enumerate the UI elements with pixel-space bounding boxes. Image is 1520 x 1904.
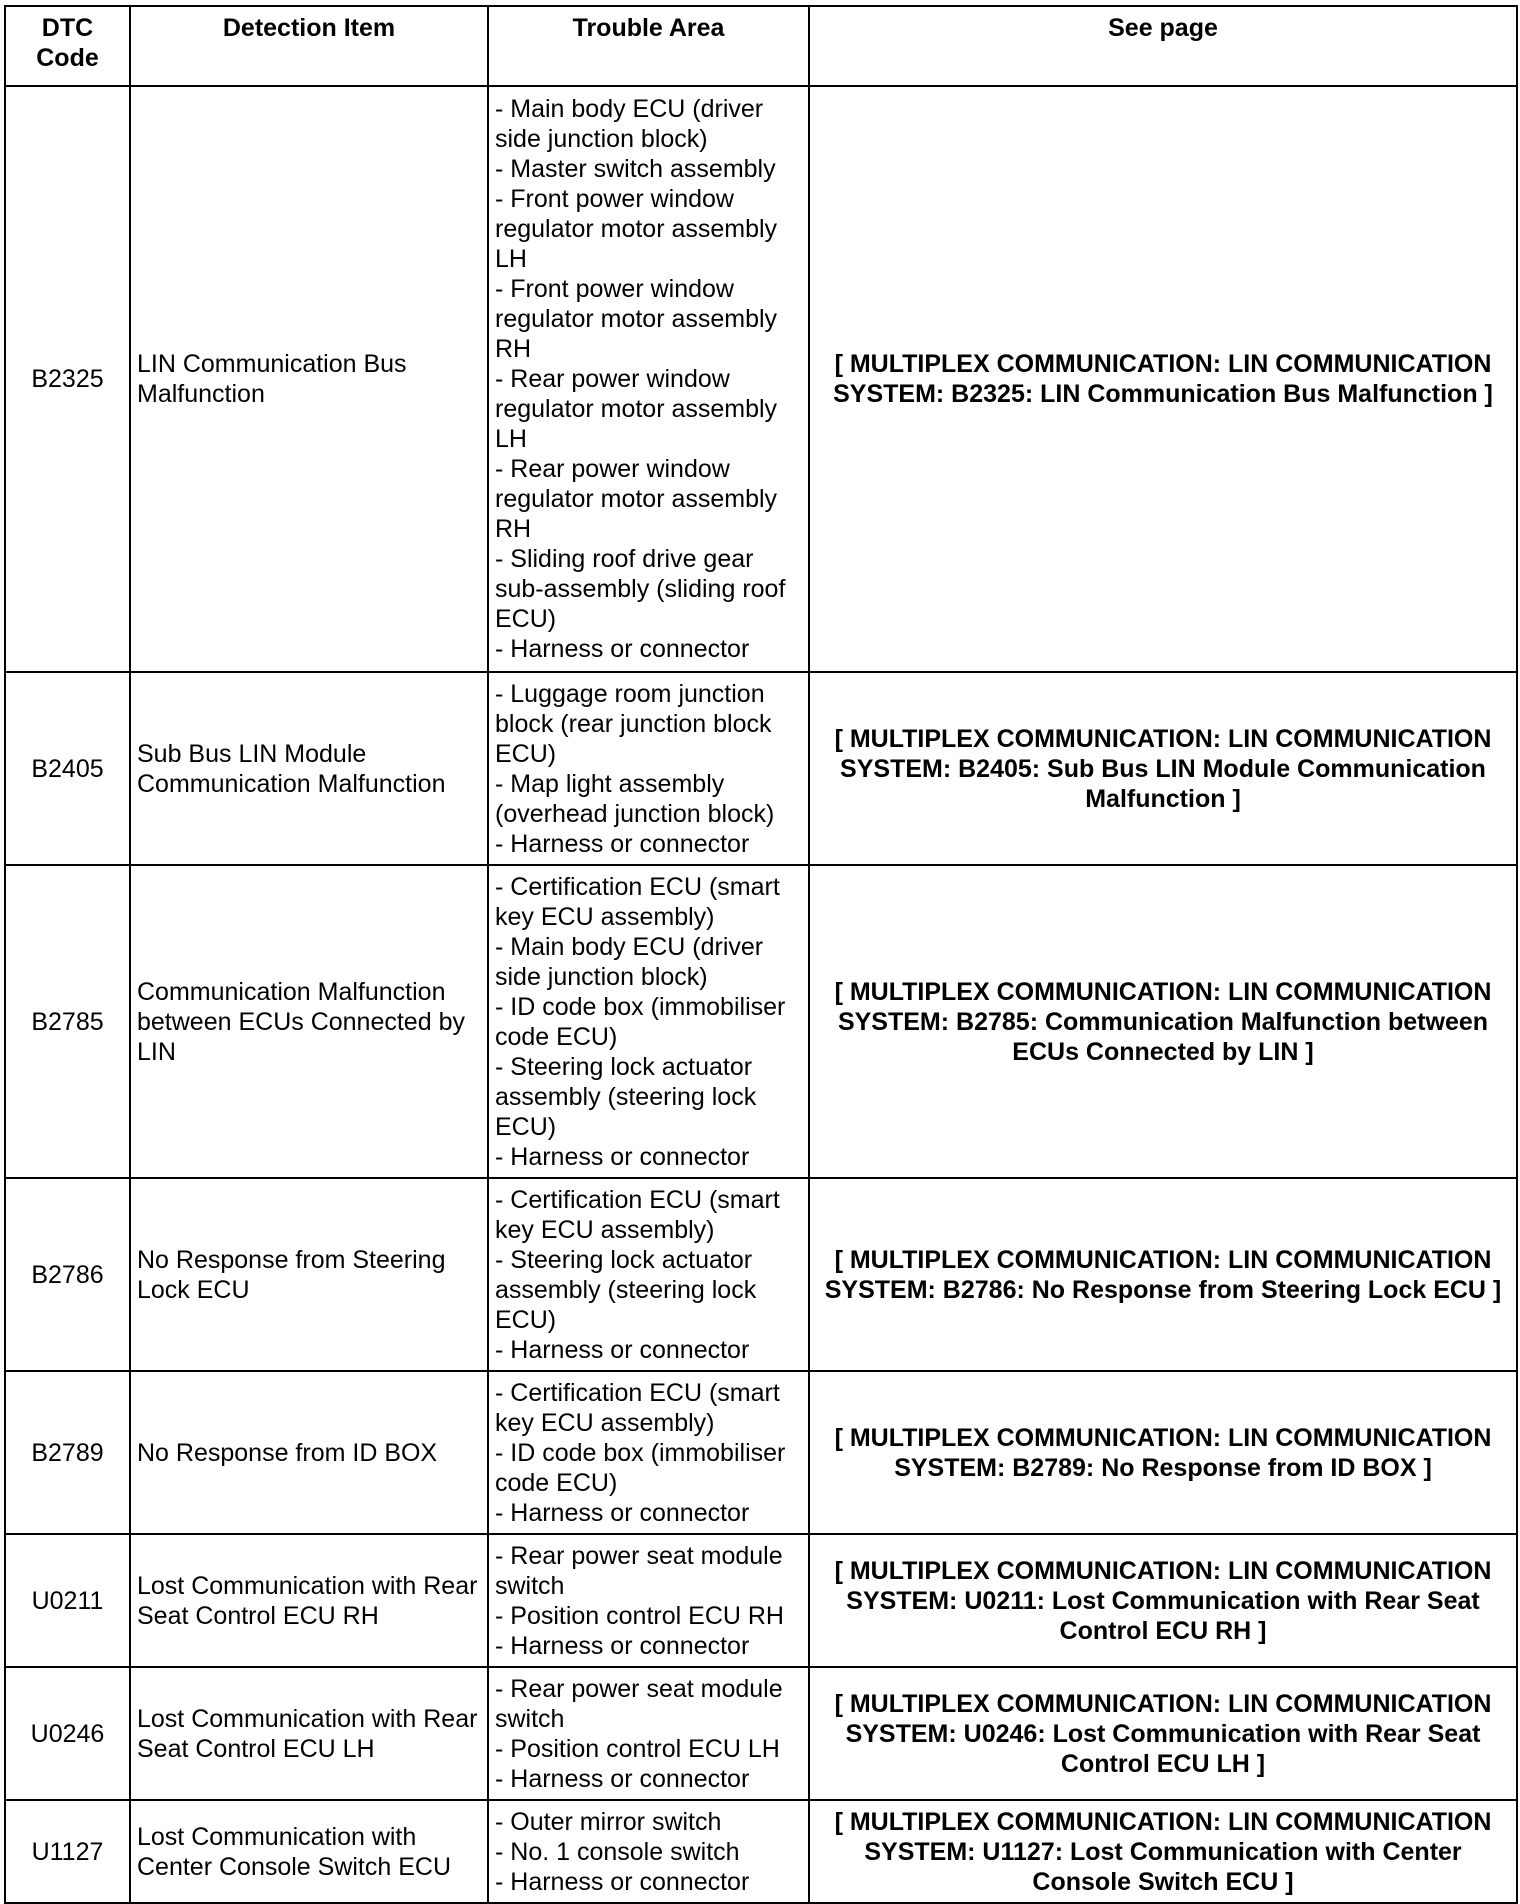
trouble-area-item: - Steering lock actuator assembly (steering lock ECU) [495,1052,757,1141]
table-row [5,1534,1517,1667]
detection-item-cell: Communication Malfunction between ECUs Connected by LIN [130,865,488,1178]
trouble-area-item: - No. 1 console switch [495,1837,740,1866]
see-page-link[interactable]: [ MULTIPLEX COMMUNICATION: LIN COMMUNICATION SYSTEM: B2785: Communication Malfunction between ECUs Connected by LIN ] [809,865,1517,1178]
see-page-link[interactable]: [ MULTIPLEX COMMUNICATION: LIN COMMUNICATION SYSTEM: U0246: Lost Communication with Rear Seat Control ECU LH ] [809,1667,1517,1800]
dtc-code-cell: B2786 [5,1178,130,1371]
trouble-area-cell [488,672,809,865]
trouble-area-cell [488,1371,809,1534]
table-row [5,672,1517,865]
header-see-page: See page [809,6,1517,86]
trouble-area-item: - Harness or connector [495,1631,750,1660]
table-header-row [5,6,1517,86]
trouble-area-item: - Position control ECU LH [495,1734,780,1763]
trouble-area-item: - Harness or connector [495,1142,750,1171]
trouble-area-cell [488,1800,809,1903]
trouble-area-item: - Rear power seat module switch [495,1541,783,1600]
trouble-area-item: - Main body ECU (driver side junction block) [495,932,764,991]
trouble-area-item: - Main body ECU (driver side junction block) [495,95,764,153]
trouble-area-cell [488,86,809,672]
trouble-area-item: - Harness or connector [495,1867,750,1896]
trouble-area-item: - Harness or connector [495,1335,750,1364]
see-page-link[interactable]: [ MULTIPLEX COMMUNICATION: LIN COMMUNICATION SYSTEM: U0211: Lost Communication with Rear Seat Control ECU RH ] [809,1534,1517,1667]
trouble-area-item: - Outer mirror switch [495,1807,722,1836]
trouble-area-item: - Luggage room junction block (rear junction block ECU) [495,679,772,768]
dtc-code-cell: B2789 [5,1371,130,1534]
table-body [5,86,1517,1903]
see-page-link[interactable]: [ MULTIPLEX COMMUNICATION: LIN COMMUNICATION SYSTEM: U1127: Lost Communication with Center Console Switch ECU ] [809,1800,1517,1903]
trouble-area-item: - Rear power seat module switch [495,1674,783,1733]
trouble-area-item: - Harness or connector [495,1764,750,1793]
dtc-code-cell: U0246 [5,1667,130,1800]
see-page-link[interactable]: [ MULTIPLEX COMMUNICATION: LIN COMMUNICATION SYSTEM: B2405: Sub Bus LIN Module Communication Malfunction ] [809,672,1517,865]
trouble-area-item: - Harness or connector [495,635,750,663]
detection-item-cell: Lost Communication with Rear Seat Control ECU RH [130,1534,488,1667]
table-row [5,865,1517,1178]
see-page-link[interactable]: [ MULTIPLEX COMMUNICATION: LIN COMMUNICATION SYSTEM: B2786: No Response from Steering Lock ECU ] [809,1178,1517,1371]
trouble-area-cell [488,1534,809,1667]
trouble-area-item: - Front power window regulator motor assembly RH [495,275,778,363]
table-row [5,1800,1517,1903]
table-row [5,86,1517,672]
dtc-table [4,5,1518,1904]
trouble-area-item: - Steering lock actuator assembly (steering lock ECU) [495,1245,757,1334]
trouble-area-item: - ID code box (immobiliser code ECU) [495,992,786,1051]
header-detection-item: Detection Item [130,6,488,86]
detection-item-cell: No Response from Steering Lock ECU [130,1178,488,1371]
see-page-link[interactable]: [ MULTIPLEX COMMUNICATION: LIN COMMUNICATION SYSTEM: B2789: No Response from ID BOX ] [809,1371,1517,1534]
trouble-area-cell [488,1667,809,1800]
trouble-area-item: - Certification ECU (smart key ECU assembly) [495,872,780,931]
dtc-code-cell: B2785 [5,865,130,1178]
trouble-area-item: - Master switch assembly [495,155,776,183]
dtc-code-cell: B2325 [5,86,130,672]
trouble-area-item: - Front power window regulator motor assembly LH [495,185,778,273]
header-dtc-code-label: DTC Code [36,14,99,72]
trouble-area-item: - Sliding roof drive gear sub-assembly (sliding roof ECU) [495,545,786,633]
trouble-area-item: - Harness or connector [495,829,750,858]
trouble-area-item: - Position control ECU RH [495,1601,784,1630]
trouble-area-item: - Rear power window regulator motor assembly LH [495,365,778,453]
trouble-area-item: - Map light assembly (overhead junction block) [495,769,775,828]
trouble-area-cell [488,1178,809,1371]
detection-item-cell: LIN Communication Bus Malfunction [130,86,488,672]
trouble-area-cell [488,865,809,1178]
trouble-area-item: - Certification ECU (smart key ECU assembly) [495,1185,780,1244]
trouble-area-item: - Harness or connector [495,1498,750,1527]
detection-item-cell: Sub Bus LIN Module Communication Malfunction [130,672,488,865]
detection-item-cell: Lost Communication with Rear Seat Control ECU LH [130,1667,488,1800]
detection-item-cell: Lost Communication with Center Console Switch ECU [130,1800,488,1903]
dtc-code-cell: U0211 [5,1534,130,1667]
see-page-link[interactable]: [ MULTIPLEX COMMUNICATION: LIN COMMUNICATION SYSTEM: B2325: LIN Communication Bus Malfunction ] [809,86,1517,672]
header-dtc-code [5,6,130,86]
dtc-code-cell: B2405 [5,672,130,865]
table-row [5,1667,1517,1800]
dtc-code-cell: U1127 [5,1800,130,1903]
trouble-area-item: - Certification ECU (smart key ECU assembly) [495,1378,780,1437]
header-trouble-area: Trouble Area [488,6,809,86]
table-row [5,1371,1517,1534]
table-row [5,1178,1517,1371]
trouble-area-item: - ID code box (immobiliser code ECU) [495,1438,786,1497]
detection-item-cell: No Response from ID BOX [130,1371,488,1534]
trouble-area-item: - Rear power window regulator motor assembly RH [495,455,778,543]
